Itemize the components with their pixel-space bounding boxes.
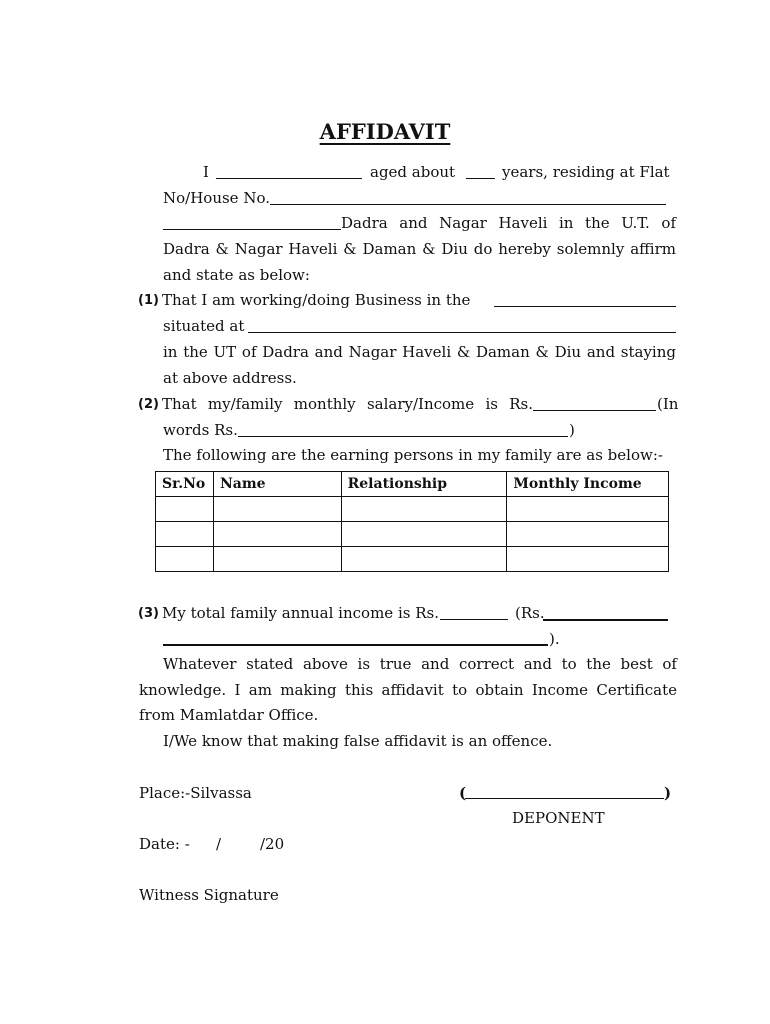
item-2-text: That my/family monthly salary/Income is Rs. — [162, 395, 533, 413]
table-cell[interactable] — [507, 522, 669, 547]
address-blank[interactable] — [163, 229, 341, 230]
name-blank[interactable] — [216, 178, 362, 179]
item-1-text: That I am working/doing Business in the — [162, 291, 471, 309]
item-3-rs-text: (Rs. — [515, 604, 545, 622]
monthly-income-blank[interactable] — [533, 410, 656, 411]
column-header: Name — [213, 472, 341, 497]
affidavit-title: AFFIDAVIT — [319, 119, 451, 144]
annual-income-words-blank-1[interactable] — [543, 619, 668, 621]
business-blank[interactable] — [494, 306, 676, 307]
item-2-words: words Rs. — [163, 421, 238, 439]
monthly-income-words-blank[interactable] — [238, 436, 568, 437]
column-header: Sr.No — [156, 472, 214, 497]
situated-blank[interactable] — [248, 332, 676, 333]
table-cell[interactable] — [507, 497, 669, 522]
item-1-ut-text: in the UT of Dadra and Nagar Haveli & Daman & Diu and staying — [163, 343, 676, 361]
closing-line-2: knowledge. I am making this affidavit to obtain Income Certificate — [139, 681, 677, 699]
table-cell[interactable] — [213, 547, 341, 572]
table-cell[interactable] — [213, 522, 341, 547]
item-1-situated: situated at — [163, 317, 245, 335]
item-2-number: (2) — [138, 397, 159, 412]
witness-signature-label: Witness Signature — [139, 886, 279, 904]
table-cell[interactable] — [341, 522, 507, 547]
item-2-in-text: (In — [657, 395, 679, 413]
intro-text-house: No/House No. — [163, 189, 270, 207]
annual-income-words-blank-2[interactable] — [163, 644, 548, 646]
table-header-row — [156, 472, 669, 497]
earning-persons-table — [155, 471, 669, 572]
table-cell[interactable] — [156, 497, 214, 522]
table-cell[interactable] — [341, 497, 507, 522]
date-separator-1: / — [216, 835, 222, 853]
table-cell[interactable] — [507, 547, 669, 572]
item-3-number: (3) — [138, 606, 159, 621]
deponent-signature-blank[interactable] — [465, 798, 664, 799]
intro-text-dnh: Dadra and Nagar Haveli in the U.T. of — [341, 214, 676, 232]
intro-text-residing: years, residing at Flat — [502, 163, 670, 181]
place-label: Place:-Silvassa — [139, 784, 252, 802]
offence-statement: I/We know that making false affidavit is an offence. — [163, 732, 553, 750]
table-cell[interactable] — [156, 547, 214, 572]
item-3-close: ). — [549, 630, 560, 648]
table-cell[interactable] — [156, 522, 214, 547]
table-cell[interactable] — [213, 497, 341, 522]
column-header: Relationship — [341, 472, 507, 497]
table-row — [156, 547, 669, 572]
item-1-address-text: at above address. — [163, 369, 297, 387]
deponent-label: DEPONENT — [512, 809, 605, 827]
column-header: Monthly Income — [507, 472, 669, 497]
intro-text-i: I — [203, 163, 209, 181]
deponent-open-paren: ( — [459, 784, 467, 802]
house-no-blank[interactable] — [270, 204, 666, 205]
age-blank[interactable] — [466, 178, 495, 179]
item-2-close-paren: ) — [569, 421, 575, 439]
annual-income-blank[interactable] — [440, 619, 508, 620]
intro-text-ut: Dadra & Nagar Haveli & Daman & Diu do hereby solemnly affirm — [163, 240, 676, 258]
intro-text-aged: aged about — [370, 163, 456, 181]
date-year: /20 — [260, 835, 285, 853]
item-1-number: (1) — [138, 293, 159, 308]
table-cell[interactable] — [341, 547, 507, 572]
date-label: Date: - — [139, 835, 190, 853]
item-2-earning-text: The following are the earning persons in my family are as below:- — [163, 446, 663, 464]
item-3-text: My total family annual income is Rs. — [162, 604, 439, 622]
closing-line-3: from Mamlatdar Office. — [139, 706, 319, 724]
table-row — [156, 497, 669, 522]
table-row — [156, 522, 669, 547]
deponent-close-paren: ) — [664, 784, 672, 802]
intro-text-state: and state as below: — [163, 266, 310, 284]
closing-line-1: Whatever stated above is true and correct and to the best of — [163, 655, 677, 673]
